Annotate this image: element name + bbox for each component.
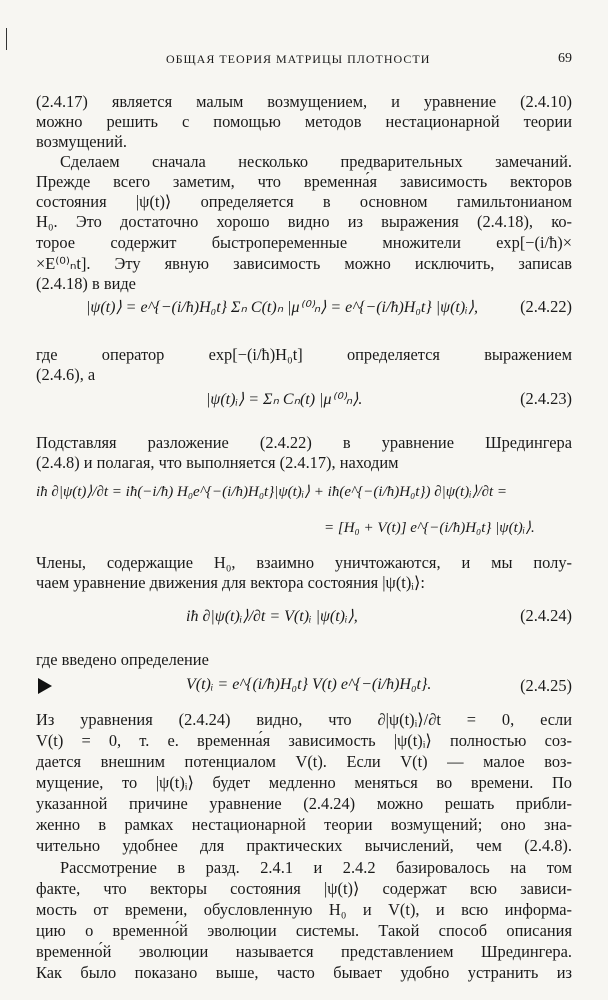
text-line: чаем уравнение движения для вектора состояния |ψ(t)ᵢ⟩:	[36, 573, 425, 592]
equation-2-4-24: iħ ∂|ψ(t)ᵢ⟩/∂t = V(t)ᵢ |ψ(t)ᵢ⟩,	[186, 608, 358, 625]
equation-substitution-line1: iħ ∂|ψ(t)⟩/∂t = iħ(−i/ħ) H₀e^{−(i/ħ)H₀t}|ψ(t)ᵢ⟩ + iħ(e^{−(i/ħ)H₀t}) ∂|ψ(t)ᵢ⟩/∂t =	[36, 484, 508, 500]
equation-number: (2.4.24)	[520, 606, 572, 625]
text-line: (2.4.8) и полагая, что выполняется (2.4.17), находим	[36, 453, 399, 472]
text-line: торое содержит быстропеременные множители exp[−(i/ħ)×	[36, 233, 572, 252]
text-line: где введено определение	[36, 650, 209, 669]
page-number: 69	[558, 51, 572, 66]
triangle-marker-icon	[38, 678, 52, 694]
text-line: (2.4.17) является малым возмущением, и уравнение (2.4.10)	[36, 92, 572, 111]
text-line: Члены, содержащие H₀, взаимно уничтожаются, и мы полу-	[36, 553, 572, 572]
equation-2-4-25: V(t)ᵢ = e^{(i/ħ)H₀t} V(t) e^{−(i/ħ)H₀t}.	[186, 676, 432, 693]
text-line: где оператор exp[−(i/ħ)H₀t] определяется выражением	[36, 345, 572, 364]
text-line: состояния |ψ(t)⟩ определяется в основном гамильтонианом	[36, 192, 572, 211]
text-line: Как было показано выше, часто бывает удобно устранить из	[36, 963, 572, 982]
text-line: указанной причине уравнение (2.4.24) можно решать прибли-	[36, 794, 572, 813]
text-line: мущение, то |ψ(t)ᵢ⟩ будет медленно меняться во времени. По	[36, 773, 572, 792]
equation-2-4-23: |ψ(t)ᵢ⟩ = Σₙ Cₙ(t) |μ⁽⁰⁾ₙ⟩.	[206, 391, 363, 408]
text-line: Прежде всего заметим, что временна́я зависимость векторов	[36, 172, 572, 191]
text-line: женно в рамках нестационарной теории возмущений; оно зна-	[36, 815, 572, 834]
text-line: Подставляя разложение (2.4.22) в уравнение Шредингера	[36, 433, 572, 452]
text-line: (2.4.6), а	[36, 365, 96, 384]
text-line: ×E⁽⁰⁾ₙt]. Эту явную зависимость можно исключить, записав	[36, 254, 572, 273]
text-line: временно́й эволюции называется представлением Шредингера.	[36, 942, 572, 961]
margin-mark	[6, 28, 7, 50]
text-line: факте, что векторы состояния |ψ(t)⟩ содержат всю зависи-	[36, 879, 572, 898]
text-line: дается внешним потенциалом V(t). Если V(t) — малое воз-	[36, 752, 572, 771]
text-line: Рассмотрение в разд. 2.4.1 и 2.4.2 базировалось на том	[60, 858, 572, 877]
equation-number: (2.4.22)	[520, 297, 572, 316]
text-line: чительно удобнее для практических вычислений, чем (2.4.8).	[36, 836, 572, 855]
text-line: мость от времени, обусловленную H₀ и V(t), и всю информа-	[36, 900, 572, 919]
text-line: Сделаем сначала несколько предварительных замечаний.	[60, 152, 572, 171]
equation-2-4-22: |ψ(t)⟩ = e^{−(i/ħ)H₀t} Σₙ C(t)ₙ |μ⁽⁰⁾ₙ⟩ = e^{−(i/ħ)H₀t} |ψ(t)ᵢ⟩,	[86, 299, 478, 316]
equation-number: (2.4.25)	[520, 676, 572, 695]
text-line: можно решить с помощью методов нестационарной теории	[36, 112, 572, 131]
text-line: возмущений.	[36, 132, 127, 151]
page-header	[36, 52, 576, 72]
running-title: ОБЩАЯ ТЕОРИЯ МАТРИЦЫ ПЛОТНОСТИ	[166, 52, 431, 66]
equation-substitution-line2: = [H₀ + V(t)] e^{−(i/ħ)H₀t} |ψ(t)ᵢ⟩.	[324, 520, 535, 536]
text-line: цию о временно́й эволюции системы. Такой способ описания	[36, 921, 572, 940]
text-line: Из уравнения (2.4.24) видно, что ∂|ψ(t)ᵢ⟩/∂t = 0, если	[36, 710, 572, 729]
text-line: V(t) = 0, т. е. временна́я зависимость |ψ(t)ᵢ⟩ полностью соз-	[36, 731, 572, 750]
text-line: (2.4.18) в виде	[36, 274, 136, 293]
text-line: H₀. Это достаточно хорошо видно из выражения (2.4.18), ко-	[36, 212, 572, 231]
equation-number: (2.4.23)	[520, 389, 572, 408]
